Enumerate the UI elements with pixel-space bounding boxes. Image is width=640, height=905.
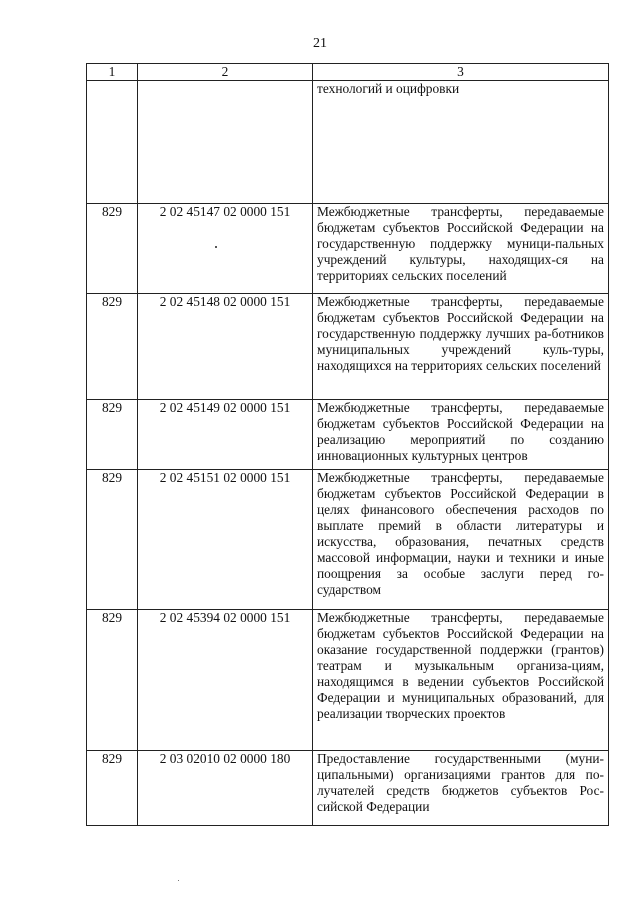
table-row (87, 400, 609, 470)
budget-code-cell (138, 204, 313, 294)
column-header-1: 1 (87, 64, 138, 81)
page-number: 21 (313, 36, 327, 51)
table-row (87, 294, 609, 400)
description-cell: Межбюджетные трансферты, передаваемые бюджетам субъектов Российской Федерации в целях финансового обеспечения расходов по выплате премий в области литературы и искусства, образования, печатных средств массовой информации, науки и техники и иные поощрения за особые заслуги перед го-сударством (313, 470, 609, 610)
table-row (87, 470, 609, 610)
budget-code-cell: 2 02 45149 02 0000 151 (138, 400, 313, 470)
budget-code-cell: 2 02 45148 02 0000 151 (138, 294, 313, 400)
admin-code-cell: 829 (87, 204, 138, 294)
table-header-row (87, 64, 609, 81)
column-header-3: 3 (313, 64, 609, 81)
admin-code-cell: 829 (87, 470, 138, 610)
admin-code-cell (87, 81, 138, 204)
description-cell: технологий и оцифровки (313, 81, 609, 204)
scan-speck (215, 246, 217, 248)
description-cell: Межбюджетные трансферты, передаваемые бюджетам субъектов Российской Федерации на оказание государственной поддержки (грантов) театрам и музыкальным организа-циям, находящимся в ведении субъектов Российской Федерации и муниципальных образований, для реализации творческих проектов (313, 610, 609, 751)
table-row (87, 610, 609, 751)
description-cell: Межбюджетные трансферты, передаваемые бюджетам субъектов Российской Федерации на реализацию мероприятий по созданию инновационных культурных центров (313, 400, 609, 470)
table-row (87, 751, 609, 826)
budget-code-text: 2 02 45147 02 0000 151 (159, 204, 291, 219)
description-cell: Межбюджетные трансферты, передаваемые бюджетам субъектов Российской Федерации на государственную поддержку лучших ра-ботников муниципальных учреждений куль-туры, находящихся на территориях сельских поселений (313, 294, 609, 400)
budget-classification-table (86, 63, 609, 826)
admin-code-cell: 829 (87, 400, 138, 470)
column-header-2: 2 (138, 64, 313, 81)
table-row-continuation (87, 81, 609, 204)
scan-speck (178, 880, 179, 881)
admin-code-cell: 829 (87, 751, 138, 826)
admin-code-cell: 829 (87, 294, 138, 400)
table-row (87, 204, 609, 294)
budget-code-cell: 2 03 02010 02 0000 180 (138, 751, 313, 826)
description-cell: Предоставление государственными (муни-ципальными) организациями грантов для по-лучателей средств бюджетов субъектов Рос-сийской Федерации (313, 751, 609, 826)
budget-code-cell: 2 02 45394 02 0000 151 (138, 610, 313, 751)
budget-code-cell: 2 02 45151 02 0000 151 (138, 470, 313, 610)
budget-code-cell (138, 81, 313, 204)
description-cell: Межбюджетные трансферты, передаваемые бюджетам субъектов Российской Федерации на государственную поддержку муници-пальных учреждений культуры, находящих-ся на территориях сельских поселений (313, 204, 609, 294)
admin-code-cell: 829 (87, 610, 138, 751)
